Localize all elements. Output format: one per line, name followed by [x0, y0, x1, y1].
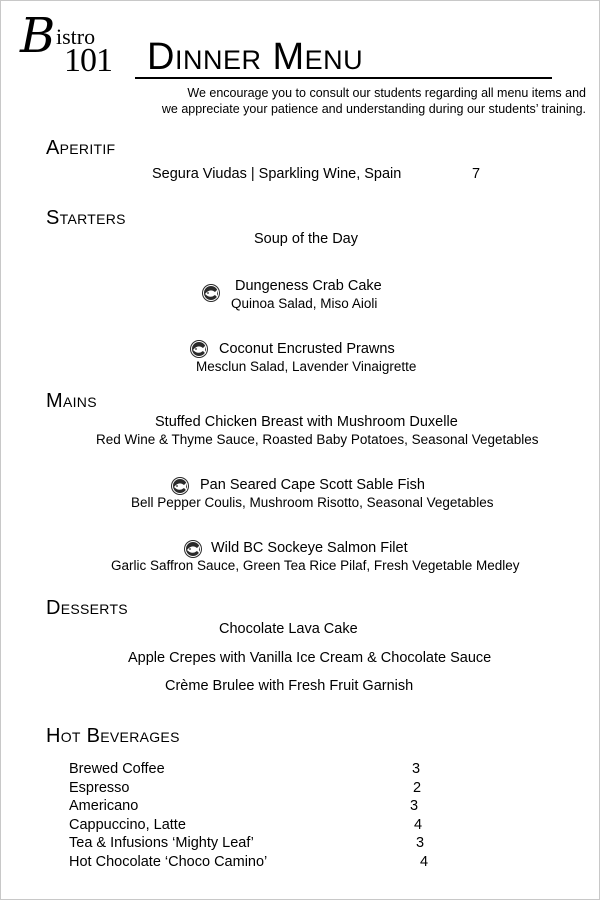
main-2-name: Pan Seared Cape Scott Sable Fish [200, 477, 425, 493]
starter-3-desc: Mesclun Salad, Lavender Vinaigrette [196, 359, 417, 374]
main-1-desc: Red Wine & Thyme Sauce, Roasted Baby Potatoes, Seasonal Vegetables [96, 432, 539, 447]
beverage-4-price: 4 [414, 817, 423, 833]
starter-1-name: Soup of the Day [254, 231, 358, 247]
intro-line-2: we appreciate your patience and understanding during our students’ training. [161, 102, 586, 116]
intro-line-1: We encourage you to consult our students regarding all menu items and [187, 86, 586, 100]
logo-initial: B [20, 8, 56, 64]
section-desserts: Desserts [46, 597, 128, 619]
beverage-4-name: Cappuccino, Latte [69, 817, 186, 833]
ocean-wise-fish-icon [201, 283, 221, 303]
section-starters: Starters [46, 207, 126, 229]
starter-2-desc: Quinoa Salad, Miso Aioli [231, 296, 378, 311]
main-2-desc: Bell Pepper Coulis, Mushroom Risotto, Seasonal Vegetables [131, 495, 494, 510]
section-aperitif: Aperitif [46, 137, 116, 159]
section-mains: Mains [46, 390, 97, 412]
dessert-2: Apple Crepes with Vanilla Ice Cream & Chocolate Sauce [128, 650, 492, 666]
starter-2-name: Dungeness Crab Cake [235, 278, 382, 294]
beverage-2-name: Espresso [69, 780, 130, 796]
dessert-3: Crème Brulee with Fresh Fruit Garnish [165, 678, 414, 694]
beverage-2-price: 2 [413, 780, 422, 796]
beverage-6-price: 4 [420, 854, 429, 870]
starter-3-name: Coconut Encrusted Prawns [219, 341, 395, 357]
ocean-wise-fish-icon [183, 539, 203, 559]
main-1-name: Stuffed Chicken Breast with Mushroom Duxelle [155, 414, 458, 430]
beverage-3-name: Americano [69, 798, 139, 814]
beverage-5-name: Tea & Infusions ‘Mighty Leaf’ [69, 835, 254, 851]
page-title: Dinner Menu [147, 36, 364, 78]
beverage-1-price: 3 [412, 761, 421, 777]
ocean-wise-fish-icon [170, 476, 190, 496]
beverage-1-name: Brewed Coffee [69, 761, 165, 777]
aperitif-name: Segura Viudas | Sparkling Wine, Spain [152, 166, 402, 182]
beverage-6-name: Hot Chocolate ‘Choco Camino’ [69, 854, 268, 870]
beverage-3-price: 3 [410, 798, 419, 814]
logo-number: 101 [64, 42, 112, 79]
title-underline [135, 77, 552, 79]
dessert-1: Chocolate Lava Cake [219, 621, 358, 637]
beverage-5-price: 3 [416, 835, 425, 851]
main-3-desc: Garlic Saffron Sauce, Green Tea Rice Pilaf, Fresh Vegetable Medley [111, 558, 520, 573]
section-hot-beverages: Hot Beverages [46, 725, 180, 747]
logo-rest: istro [56, 24, 96, 49]
aperitif-price: 7 [472, 166, 481, 182]
main-3-name: Wild BC Sockeye Salmon Filet [211, 540, 408, 556]
ocean-wise-fish-icon [189, 339, 209, 359]
